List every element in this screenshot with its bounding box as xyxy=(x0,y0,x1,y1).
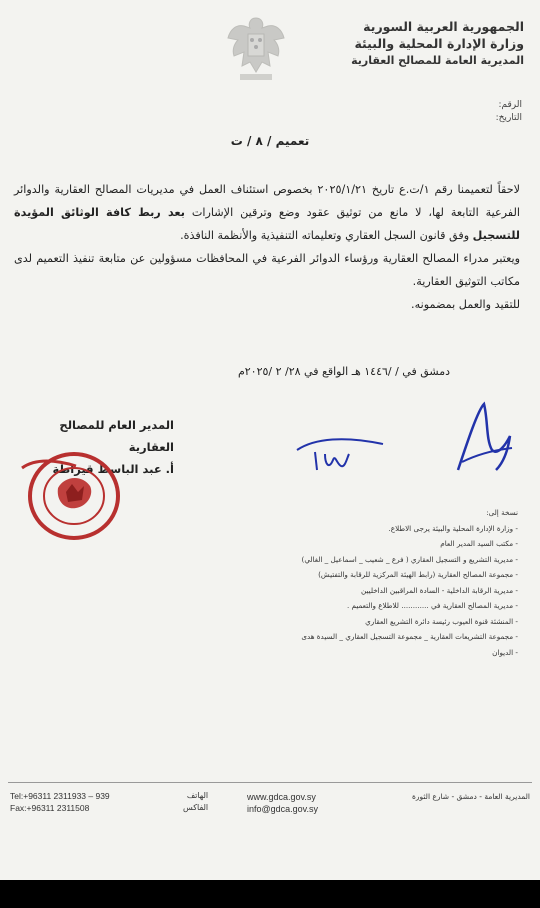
letterhead xyxy=(351,18,524,69)
list-item: - مجموعة المصالح العقارية (رابط الهيئة المركزية للرقابة والتفتيش) xyxy=(318,570,518,579)
footer-fax: Fax:+96311 2311508 xyxy=(10,803,90,813)
letterhead-directorate: المديرية العامة للمصالح العقارية xyxy=(351,54,524,67)
footer-website: www.gdca.gov.sy xyxy=(247,792,316,802)
footer-contact-numbers xyxy=(10,790,110,814)
footer-tel: Tel:+96311 2311933 – 939 xyxy=(10,791,110,801)
dateline: دمشق في / /١٤٤٦ هـ الواقع في ٢٨/ ٢ /٢٠٢٥م xyxy=(237,365,450,378)
official-stamp-icon xyxy=(16,448,126,544)
letterhead-ministry: وزارة الإدارة المحلية والبيئة xyxy=(354,36,524,51)
list-item: - مديرية المصالح العقارية في ............ للاطلاع والتعميم . xyxy=(346,601,518,610)
signatory-name: أ. عبد الباسط قيراطة xyxy=(52,462,174,476)
body-paragraph-3: للتقيد والعمل بمضمونه. xyxy=(411,298,520,311)
list-item: - مديرية الرقابة الداخلية - السادة المراقبين الداخليين xyxy=(361,585,518,595)
list-item: - مكتب السيد المدير العام xyxy=(440,539,518,548)
body-emphasis: بعد ربط كافة الوثائق المؤيدة للتسجيل xyxy=(14,206,520,242)
list-item: - المنشئة قنوة العيوب رئيسة دائرة التشريع العقاري xyxy=(365,616,518,626)
body-paragraph-1: لاحقاً لتعميمنا رقم ١/ت.ع تاريخ ٢٠٢٥/١/٢١ بخصوص استئناف العمل في مديريات المصالح العقارية والدوائر الفرعية التابعة لها، لا مانع من توثيق عقود وضع وترقين الإشارات بعد ربط كافة الوثائق المؤيدة للتسجيل وفق قانون السجل العقاري وتعليماته التنفيذية والأنظمة النافذة. xyxy=(14,183,521,242)
footer-web xyxy=(247,791,318,815)
letter-body xyxy=(14,178,520,316)
footer-fax-label: الفاكس xyxy=(183,803,209,812)
list-item: - وزارة الإدارة المحلية والبيئة يرجى الاطلاع. xyxy=(388,523,518,533)
footer-tel-label: الهاتف xyxy=(186,791,209,800)
screen-bottom-bar xyxy=(0,880,540,908)
list-item: - مديرية التشريع و التسجيل العقاري ( فرع _ شعيب _ اسماعيل _ الغالي) xyxy=(301,554,518,564)
circular-title: تعميم / ٨ / ت xyxy=(230,134,310,148)
letterhead-country: الجمهورية العربية السورية xyxy=(363,19,524,34)
signatory-title: المدير العام للمصالح العقارية xyxy=(59,418,174,454)
reference-number-label: الرقم: xyxy=(498,100,522,110)
signature-1-icon xyxy=(295,430,385,476)
footer-address: المديرية العامة - دمشق - شارع الثورة xyxy=(411,792,530,801)
copies-heading: نسخة إلى: xyxy=(486,508,518,517)
list-item: - مجموعة التشريعات العقارية _ مجموعة التسجيل العقاري _ السيدة هدى xyxy=(301,632,518,641)
list-item: - الديوان xyxy=(492,647,518,657)
syrian-eagle-emblem-icon xyxy=(224,10,288,90)
copies-to-block xyxy=(218,505,518,660)
signature-2-icon xyxy=(448,400,518,480)
copies-list xyxy=(218,521,518,661)
reference-date-label: التاريخ: xyxy=(495,113,522,123)
footer-contact-labels xyxy=(183,790,208,814)
reference-block xyxy=(496,99,522,125)
footer-divider xyxy=(8,782,532,783)
body-paragraph-2: ويعتبر مدراء المصالح العقارية ورؤساء الدوائر الفرعية في المحافظات مسؤولين عن متابعة تنفيذ التعميم لدى مكاتب التوثيق العقارية. xyxy=(14,252,520,288)
footer-email: info@gdca.gov.sy xyxy=(247,804,319,814)
